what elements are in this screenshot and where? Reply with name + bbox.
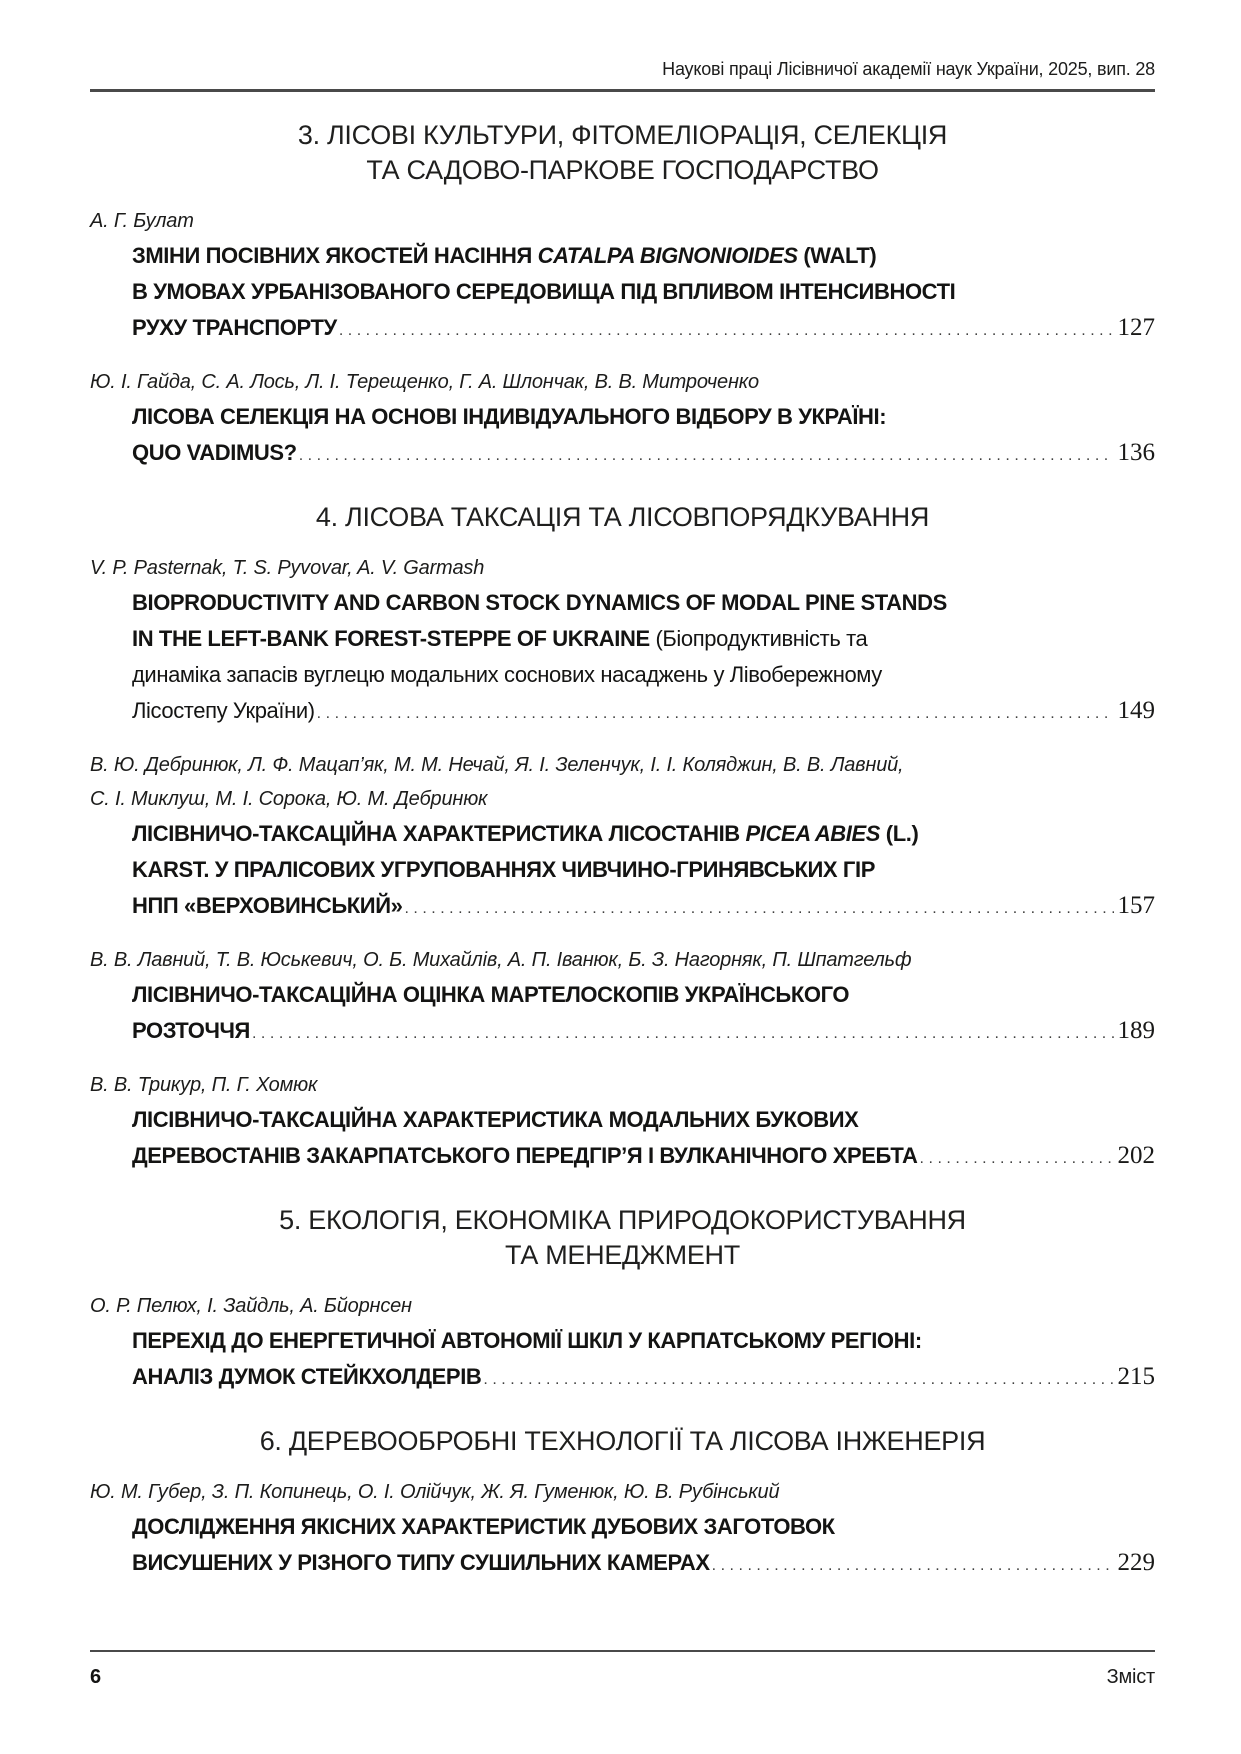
section-heading-line: 3. ЛІСОВІ КУЛЬТУРИ, ФІТОМЕЛІОРАЦІЯ, СЕЛЕКЦІЯ: [297, 120, 948, 150]
dot-leader: [483, 1359, 1113, 1398]
title-segment: РУХУ ТРАНСПОРТУ: [132, 315, 337, 340]
entry-title-line: [90, 1509, 1155, 1545]
entry-authors-line: Ю. М. Губер, З. П. Копинець, О. І. Олійчук, Ж. Я. Гуменюк, Ю. В. Рубінський: [90, 1481, 780, 1503]
entry-title-line: [90, 274, 1155, 310]
toc-entry: [90, 204, 1155, 349]
entry-page-number: 127: [1117, 314, 1155, 341]
entry-title-last-line: [90, 310, 1155, 349]
entry-page-number: 157: [1117, 892, 1155, 919]
entry-title-line: [90, 621, 1155, 657]
section-heading-4: [90, 500, 1155, 535]
title-segment: ЗМІНИ ПОСІВНИХ ЯКОСТЕЙ НАСІННЯ: [132, 243, 538, 268]
title-segment: (L.): [880, 821, 919, 846]
section-heading-6: [90, 1424, 1155, 1459]
title-segment: РОЗТОЧЧЯ: [132, 1018, 250, 1043]
section-heading-line: 6. ДЕРЕВООБРОБНІ ТЕХНОЛОГІЇ ТА ЛІСОВА ІНЖЕНЕРІЯ: [259, 1426, 986, 1456]
entry-title-line: [90, 238, 1155, 274]
title-segment: ПЕРЕХІД ДО ЕНЕРГЕТИЧНОЇ АВТОНОМІЇ ШКІЛ У КАРПАТСЬКОМУ РЕГІОНІ:: [132, 1328, 922, 1353]
section-heading-line: 5. ЕКОЛОГІЯ, ЕКОНОМІКА ПРИРОДОКОРИСТУВАННЯ: [279, 1205, 966, 1235]
entry-page-number: 202: [1117, 1142, 1155, 1169]
footer-rule: [90, 1650, 1155, 1652]
section-heading-line: 4. ЛІСОВА ТАКСАЦІЯ ТА ЛІСОВПОРЯДКУВАННЯ: [315, 502, 930, 532]
title-segment: ЛІСІВНИЧО-ТАКСАЦІЙНА ХАРАКТЕРИСТИКА ЛІСОСТАНІВ: [132, 821, 746, 846]
entry-authors-line: В. В. Лавний, Т. В. Юськевич, О. Б. Михайлів, А. П. Іванюк, Б. З. Нагорняк, П. Шпатгельф: [90, 949, 912, 971]
title-segment: ЛІСІВНИЧО-ТАКСАЦІЙНА ОЦІНКА МАРТЕЛОСКОПІВ УКРАЇНСЬКОГО: [132, 982, 850, 1007]
title-segment: ДЕРЕВОСТАНІВ ЗАКАРПАТСЬКОГО ПЕРЕДГІР’Я І ВУЛКАНІЧНОГО ХРЕБТА: [132, 1143, 918, 1168]
entry-authors-line: Ю. І. Гайда, С. А. Лось, Л. І. Терещенко, Г. А. Шлончак, В. В. Митроченко: [90, 371, 759, 393]
title-segment-translation: динаміка запасів вуглецю модальних соснових насаджень у Лівобережному: [132, 662, 882, 687]
section-heading-5: [90, 1203, 1155, 1273]
entry-title-last-line: [90, 1545, 1155, 1584]
title-segment: НПП «ВЕРХОВИНСЬКИЙ»: [132, 893, 403, 918]
toc-entry: [90, 748, 1155, 927]
toc-entry: [90, 1289, 1155, 1398]
entry-title-line: [90, 657, 1155, 693]
entry-authors-line: В. Ю. Дебринюк, Л. Ф. Мацап’як, М. М. Нечай, Я. І. Зеленчук, І. І. Коляджин, В. В. Лавний,: [90, 754, 904, 776]
toc-entry: [90, 551, 1155, 732]
toc-entry: [90, 365, 1155, 474]
toc-entry: [90, 1475, 1155, 1584]
title-segment: ВИСУШЕНИХ У РІЗНОГО ТИПУ СУШИЛЬНИХ КАМЕРАХ: [132, 1550, 710, 1575]
entry-title-last-line: [90, 1013, 1155, 1052]
page-footer: [90, 1650, 1155, 1689]
dot-leader: [339, 310, 1114, 349]
entry-title-last-line: [90, 888, 1155, 927]
section-heading-line: ТА САДОВО-ПАРКОВЕ ГОСПОДАРСТВО: [366, 155, 879, 185]
entry-authors-line: V. P. Pasternak, T. S. Pyvovar, A. V. Garmash: [90, 557, 485, 579]
dot-leader: [920, 1138, 1114, 1177]
section-heading-line: ТА МЕНЕДЖМЕНТ: [505, 1240, 740, 1270]
dot-leader: [317, 693, 1114, 732]
entry-title-line: [90, 852, 1155, 888]
entry-title-last-line: [90, 1138, 1155, 1177]
title-segment-latin: CATALPA BIGNONIOIDES: [537, 243, 798, 268]
journal-header-line: Наукові праці Лісівничої академії наук України, 2025, вип. 28: [662, 59, 1155, 79]
entry-title-line: [90, 816, 1155, 852]
entry-title-line: [90, 1102, 1155, 1138]
entry-authors-line: А. Г. Булат: [90, 210, 194, 232]
title-segment-translation: Лісостепу України): [132, 698, 315, 723]
entry-title-line: [90, 399, 1155, 435]
title-segment: В УМОВАХ УРБАНІЗОВАНОГО СЕРЕДОВИЩА ПІД ВПЛИВОМ ІНТЕНСИВНОСТІ: [132, 279, 956, 304]
section-heading-3: [90, 118, 1155, 188]
footer-page-number: 6: [90, 1666, 101, 1688]
entry-authors-line: В. В. Трикур, П. Г. Хомюк: [90, 1074, 318, 1096]
entry-page-number: 229: [1117, 1549, 1155, 1576]
entry-page-number: 149: [1117, 697, 1155, 724]
entry-page-number: 189: [1117, 1017, 1155, 1044]
entry-title-last-line: [90, 435, 1155, 474]
entry-page-number: 136: [1117, 439, 1155, 466]
entry-title-last-line: [90, 1359, 1155, 1398]
header-rule: [90, 89, 1155, 92]
title-segment-latin: PICEA ABIES: [745, 821, 881, 846]
toc-entry: [90, 943, 1155, 1052]
page-header: [90, 56, 1155, 80]
entry-title-line: [90, 585, 1155, 621]
title-segment: (WALT): [797, 243, 877, 268]
title-segment: BIOPRODUCTIVITY AND CARBON STOCK DYNAMICS OF MODAL PINE STANDS: [132, 590, 947, 615]
entry-title-line: [90, 977, 1155, 1013]
title-segment: ЛІСІВНИЧО-ТАКСАЦІЙНА ХАРАКТЕРИСТИКА МОДАЛЬНИХ БУКОВИХ: [132, 1107, 859, 1132]
dot-leader: [252, 1013, 1114, 1052]
title-segment: ЛІСОВА СЕЛЕКЦІЯ НА ОСНОВІ ІНДИВІДУАЛЬНОГО ВІДБОРУ В УКРАЇНІ:: [132, 404, 887, 429]
entry-authors-line: С. І. Миклуш, М. І. Сорока, Ю. М. Дебринюк: [90, 788, 488, 810]
title-segment: KARST. У ПРАЛІСОВИХ УГРУПОВАННЯХ ЧИВЧИНО-ГРИНЯВСЬКИХ ГІР: [132, 857, 875, 882]
dot-leader: [712, 1545, 1114, 1584]
entry-authors-line: О. Р. Пелюх, І. Зайдль, А. Бйорнсен: [90, 1295, 412, 1317]
dot-leader: [404, 888, 1113, 927]
title-segment: IN THE LEFT-BANK FOREST-STEPPE OF UKRAINE: [132, 626, 656, 651]
title-segment: ДОСЛІДЖЕННЯ ЯКІСНИХ ХАРАКТЕРИСТИК ДУБОВИХ ЗАГОТОВОК: [132, 1514, 835, 1539]
title-segment-translation: (Біопродуктивність та: [655, 626, 868, 651]
footer-section-label: Зміст: [1106, 1666, 1155, 1688]
toc-entry: [90, 1068, 1155, 1177]
entry-title-last-line: [90, 693, 1155, 732]
title-segment: АНАЛІЗ ДУМОК СТЕЙКХОЛДЕРІВ: [132, 1364, 482, 1389]
entry-title-line: [90, 1323, 1155, 1359]
dot-leader: [299, 435, 1114, 474]
title-segment: QUO VADIMUS?: [132, 440, 297, 465]
entry-page-number: 215: [1117, 1363, 1155, 1390]
